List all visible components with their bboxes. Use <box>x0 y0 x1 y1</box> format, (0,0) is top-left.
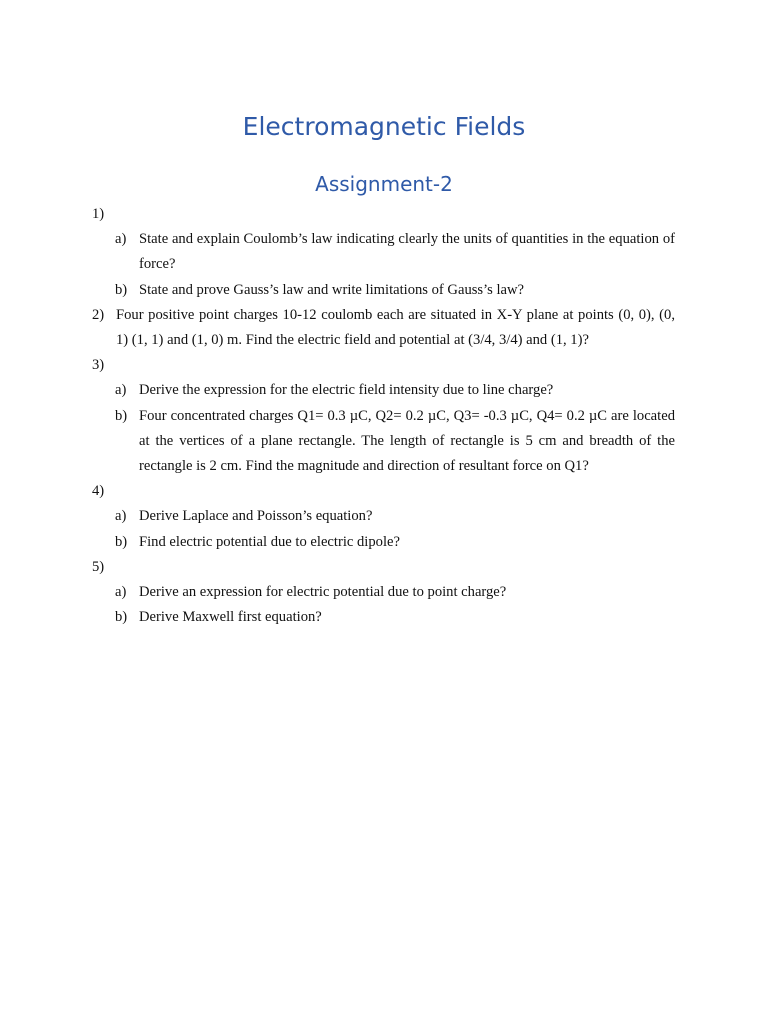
part-text: Derive Maxwell first equation? <box>139 609 322 626</box>
question-text <box>116 555 675 580</box>
part-text: Find electric potential due to electric dipole? <box>139 533 400 550</box>
question-3-part-a <box>92 378 675 403</box>
question-number: 5) <box>92 558 105 575</box>
question-number: 4) <box>92 483 105 500</box>
question-list <box>92 202 675 630</box>
question-text <box>116 353 675 378</box>
question-1-part-b <box>92 278 675 303</box>
part-letter: b) <box>115 533 128 550</box>
question-4-part-a <box>92 504 675 529</box>
question-4-part-b <box>92 530 675 555</box>
part-letter: b) <box>115 609 128 626</box>
question-1 <box>92 202 675 227</box>
part-text: State and explain Coulomb’s law indicating clearly the units of quantities in the equation of force? <box>139 231 675 273</box>
part-letter: a) <box>115 584 127 601</box>
question-text <box>116 479 675 504</box>
part-letter: a) <box>115 382 127 399</box>
part-text: Four concentrated charges Q1= 0.3 µC, Q2= 0.2 µC, Q3= -0.3 µC, Q4= 0.2 µC are located at the vertices of a plane rectangle. The length of rectangle is 5 cm and breadth of the rectangle is 2 cm. Find the magnitude and direction of resultant force on Q1? <box>139 407 675 475</box>
question-text <box>116 202 675 227</box>
question-text: Four positive point charges 10-12 coulomb each are situated in X-Y plane at points (0, 0), (0, 1) (1, 1) and (1, 0) m. Find the electric field and potential at (3/4, 3/4) and (1, 1)? <box>116 306 675 349</box>
document-subtitle: Assignment-2 <box>315 172 453 196</box>
document-title: Electromagnetic Fields <box>242 112 526 141</box>
question-number: 3) <box>92 357 105 374</box>
question-2 <box>92 303 675 353</box>
question-number: 1) <box>92 206 105 222</box>
part-letter: b) <box>115 281 128 298</box>
question-5-part-b <box>92 605 675 630</box>
question-3-part-b <box>92 404 675 480</box>
part-text: Derive the expression for the electric field intensity due to line charge? <box>139 382 554 399</box>
question-5 <box>92 555 675 580</box>
part-text: State and prove Gauss’s law and write limitations of Gauss’s law? <box>139 281 525 298</box>
question-number: 2) <box>92 306 105 323</box>
part-letter: a) <box>115 508 127 525</box>
question-5-part-a <box>92 580 675 605</box>
question-4 <box>92 479 675 504</box>
question-1-part-a <box>92 227 675 277</box>
part-text: Derive Laplace and Poisson’s equation? <box>139 508 373 525</box>
part-letter: a) <box>115 231 127 248</box>
question-3 <box>92 353 675 378</box>
part-letter: b) <box>115 407 128 424</box>
part-text: Derive an expression for electric potential due to point charge? <box>139 584 507 601</box>
